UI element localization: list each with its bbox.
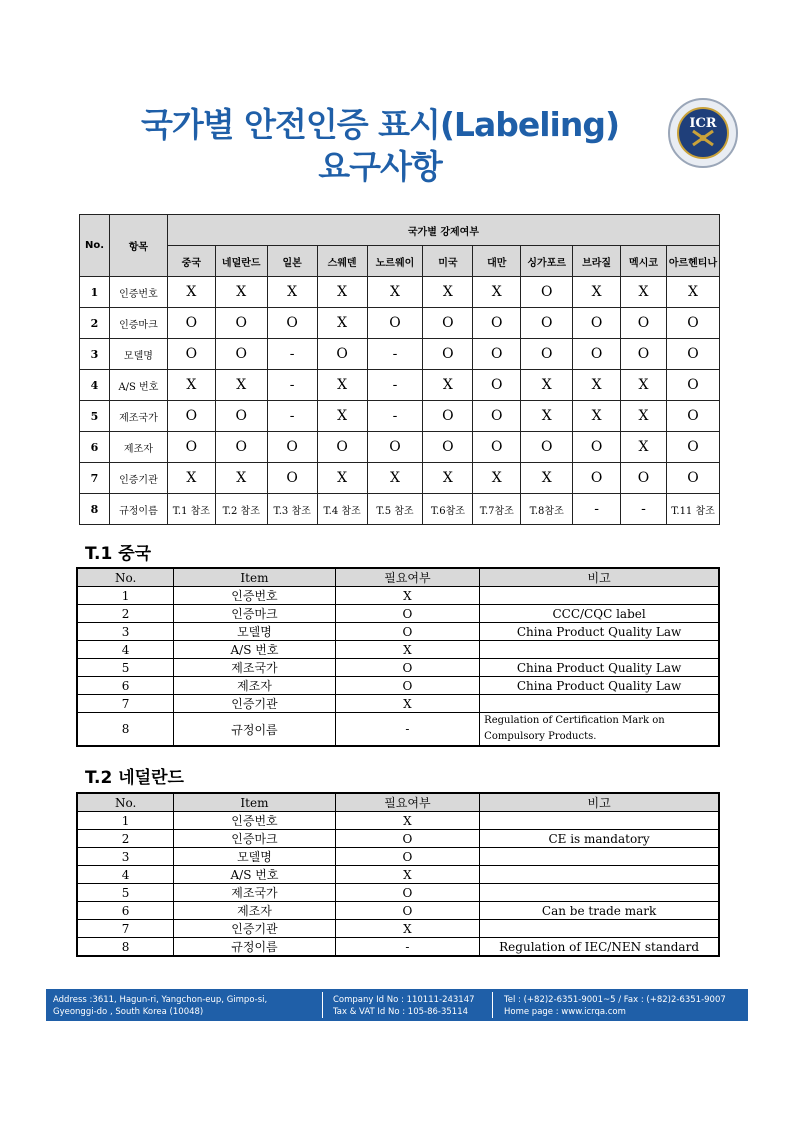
requirement-cell: O [666, 339, 719, 370]
requirement-cell: O [215, 308, 267, 339]
requirement-cell: T.4 참조 [317, 494, 367, 525]
table-row [77, 920, 719, 938]
requirement-cell: X [167, 463, 215, 494]
requirement-cell: X [423, 277, 473, 308]
row-note: China Product Quality Law [480, 623, 719, 641]
requirement-cell: O [573, 308, 621, 339]
row-number: 2 [80, 308, 110, 339]
row-item: 제조국가 [174, 659, 335, 677]
row-note [480, 884, 719, 902]
table-row [77, 884, 719, 902]
t2-heading: T.2 네덜란드 [85, 768, 184, 788]
requirement-cell: O [521, 339, 573, 370]
requirement-cell: - [367, 401, 423, 432]
row-number: 1 [77, 587, 174, 605]
requirement-cell: - [573, 494, 621, 525]
country-header: 싱가포르 [521, 246, 573, 277]
requirement-cell: O [167, 339, 215, 370]
table-header-row [80, 215, 720, 246]
column-header: 비고 [480, 793, 719, 812]
country-header: 네덜란드 [215, 246, 267, 277]
row-number: 3 [77, 848, 174, 866]
no-header: No. [80, 215, 110, 277]
table-row [80, 339, 720, 370]
column-header: 필요여부 [335, 793, 479, 812]
row-number: 5 [80, 401, 110, 432]
item-header: 항목 [109, 215, 167, 277]
requirement-cell: O [367, 432, 423, 463]
row-number: 7 [77, 920, 174, 938]
row-item: 인증번호 [174, 812, 335, 830]
row-item: 제조국가 [109, 401, 167, 432]
requirement-cell: O [666, 463, 719, 494]
table-row [80, 432, 720, 463]
table-row [77, 659, 719, 677]
country-header: 노르웨이 [367, 246, 423, 277]
row-number: 1 [77, 812, 174, 830]
requirement-cell: T.3 참조 [267, 494, 317, 525]
row-note [480, 866, 719, 884]
country-header: 브라질 [573, 246, 621, 277]
row-item: 인증마크 [174, 605, 335, 623]
table-row [80, 463, 720, 494]
requirement-cell: O [666, 308, 719, 339]
row-item: A/S 번호 [174, 641, 335, 659]
row-required: O [335, 677, 479, 695]
t1-table [76, 567, 720, 747]
row-item: 인증기관 [109, 463, 167, 494]
requirement-cell: X [167, 277, 215, 308]
row-item: 모델명 [109, 339, 167, 370]
row-number: 4 [80, 370, 110, 401]
row-note: China Product Quality Law [480, 659, 719, 677]
requirement-cell: O [573, 339, 621, 370]
column-header: Item [174, 793, 335, 812]
requirement-cell: X [621, 277, 667, 308]
requirement-cell: - [267, 339, 317, 370]
row-item: 인증마크 [174, 830, 335, 848]
requirement-cell: X [423, 370, 473, 401]
row-required: O [335, 902, 479, 920]
row-number: 8 [77, 938, 174, 957]
page-title [120, 104, 640, 188]
row-item: 인증번호 [174, 587, 335, 605]
row-required: X [335, 695, 479, 713]
footer-bar [46, 989, 748, 1021]
row-number: 1 [80, 277, 110, 308]
table-row [77, 587, 719, 605]
table-row [80, 494, 720, 525]
requirement-cell: X [521, 463, 573, 494]
row-number: 3 [80, 339, 110, 370]
requirement-cell: T.11 참조 [666, 494, 719, 525]
table-row [77, 866, 719, 884]
requirement-cell: - [367, 339, 423, 370]
requirement-cell: - [621, 494, 667, 525]
row-note: CE is mandatory [480, 830, 719, 848]
row-item: 규정이름 [174, 938, 335, 957]
row-required: - [335, 713, 479, 747]
requirement-cell: T.8참조 [521, 494, 573, 525]
table-row [80, 401, 720, 432]
requirement-cell: X [215, 463, 267, 494]
requirement-cell: O [473, 401, 521, 432]
footer-divider [492, 992, 493, 1018]
row-item: 모델명 [174, 623, 335, 641]
requirement-cell: O [367, 308, 423, 339]
requirement-cell: O [423, 432, 473, 463]
row-note: Regulation of IEC/NEN standard [480, 938, 719, 957]
requirement-cell: X [167, 370, 215, 401]
t2-table [76, 792, 720, 957]
row-required: X [335, 641, 479, 659]
country-header: 일본 [267, 246, 317, 277]
row-note [480, 587, 719, 605]
requirement-cell: O [317, 339, 367, 370]
requirement-cell: X [215, 277, 267, 308]
row-required: O [335, 659, 479, 677]
requirement-cell: X [367, 463, 423, 494]
requirement-cell: X [317, 308, 367, 339]
row-note [480, 641, 719, 659]
row-number: 7 [77, 695, 174, 713]
row-note: Can be trade mark [480, 902, 719, 920]
footer-company-line1: Company Id No : 110111-243147 [333, 995, 475, 1005]
requirement-cell: X [621, 370, 667, 401]
requirement-cell: O [167, 308, 215, 339]
row-required: O [335, 605, 479, 623]
row-number: 3 [77, 623, 174, 641]
requirement-cell: O [167, 432, 215, 463]
row-item: 인증번호 [109, 277, 167, 308]
table-header-row [77, 568, 719, 587]
row-item: 규정이름 [174, 713, 335, 747]
requirement-cell: X [317, 401, 367, 432]
column-header: No. [77, 793, 174, 812]
requirement-cell: X [423, 463, 473, 494]
requirement-cell: X [317, 370, 367, 401]
column-header: No. [77, 568, 174, 587]
requirement-cell: X [367, 277, 423, 308]
requirement-cell: O [666, 401, 719, 432]
requirement-cell: X [573, 401, 621, 432]
row-note: CCC/CQC label [480, 605, 719, 623]
row-note [480, 848, 719, 866]
requirement-cell: O [666, 370, 719, 401]
requirement-cell: X [215, 370, 267, 401]
row-number: 5 [77, 884, 174, 902]
country-header: 중국 [167, 246, 215, 277]
table-row [77, 902, 719, 920]
requirement-cell: X [267, 277, 317, 308]
requirement-cell: T.1 참조 [167, 494, 215, 525]
requirement-cell: X [621, 401, 667, 432]
row-item: 모델명 [174, 848, 335, 866]
row-number: 6 [77, 677, 174, 695]
page-title-line2: 요구사항 [318, 147, 442, 186]
requirement-cell: X [473, 277, 521, 308]
table-row [77, 677, 719, 695]
footer-company [333, 994, 475, 1018]
icr-logo [667, 97, 739, 169]
requirement-cell: O [473, 308, 521, 339]
row-number: 6 [77, 902, 174, 920]
requirement-cell: O [573, 432, 621, 463]
requirement-cell: O [317, 432, 367, 463]
row-number: 4 [77, 866, 174, 884]
row-note: China Product Quality Law [480, 677, 719, 695]
table-row [80, 308, 720, 339]
requirement-cell: X [621, 432, 667, 463]
table-row [77, 713, 719, 747]
requirement-cell: X [666, 277, 719, 308]
requirement-cell: X [573, 370, 621, 401]
country-header: 미국 [423, 246, 473, 277]
table-row [80, 370, 720, 401]
table-row [77, 695, 719, 713]
footer-address-line2: Gyeonggi-do , South Korea (10048) [53, 1007, 204, 1017]
column-header: 필요여부 [335, 568, 479, 587]
country-header: 대만 [473, 246, 521, 277]
row-number: 8 [77, 713, 174, 747]
table-row [77, 812, 719, 830]
requirement-cell: X [317, 463, 367, 494]
requirement-cell: O [215, 339, 267, 370]
requirement-cell: O [573, 463, 621, 494]
requirement-cell: O [423, 401, 473, 432]
requirement-cell: O [666, 432, 719, 463]
requirement-cell: O [267, 432, 317, 463]
requirement-cell: X [473, 463, 521, 494]
row-item: 인증기관 [174, 695, 335, 713]
requirement-cell: O [521, 308, 573, 339]
row-item: A/S 번호 [174, 866, 335, 884]
table-row [80, 277, 720, 308]
row-number: 8 [80, 494, 110, 525]
row-note [480, 920, 719, 938]
row-number: 7 [80, 463, 110, 494]
requirement-cell: - [267, 401, 317, 432]
footer-divider [322, 992, 323, 1018]
table-header-row [77, 793, 719, 812]
footer-address-line1: Address :3611, Hagun-ri, Yangchon-eup, Gimpo-si, [53, 995, 268, 1005]
requirement-cell: O [473, 370, 521, 401]
row-required: X [335, 812, 479, 830]
row-required: O [335, 884, 479, 902]
requirement-cell: - [267, 370, 317, 401]
row-required: X [335, 920, 479, 938]
requirement-cell: O [621, 463, 667, 494]
requirement-cell: O [215, 432, 267, 463]
row-required: O [335, 848, 479, 866]
row-note [480, 695, 719, 713]
table-row [77, 641, 719, 659]
requirement-cell: O [473, 432, 521, 463]
row-item: 제조자 [109, 432, 167, 463]
column-header: 비고 [480, 568, 719, 587]
requirement-cell: T.6참조 [423, 494, 473, 525]
table-row [77, 938, 719, 957]
requirement-cell: O [521, 277, 573, 308]
requirement-cell: X [521, 401, 573, 432]
requirement-cell: O [215, 401, 267, 432]
row-item: A/S 번호 [109, 370, 167, 401]
row-required: X [335, 587, 479, 605]
page-title-line1: 국가별 안전인증 표시(Labeling) [140, 105, 620, 144]
requirement-cell: O [621, 339, 667, 370]
table-row [77, 623, 719, 641]
footer-address [53, 994, 267, 1018]
requirement-cell: O [423, 339, 473, 370]
row-number: 2 [77, 830, 174, 848]
requirement-cell: X [573, 277, 621, 308]
row-required: X [335, 866, 479, 884]
requirement-cell: X [317, 277, 367, 308]
footer-contact [504, 994, 726, 1018]
table-row [77, 830, 719, 848]
footer-contact-line1: Tel : (+82)2-6351-9001~5 / Fax : (+82)2-6351-9007 [504, 995, 726, 1005]
row-item: 인증마크 [109, 308, 167, 339]
row-required: O [335, 623, 479, 641]
table-row [77, 848, 719, 866]
row-item: 제조자 [174, 902, 335, 920]
footer-company-line2: Tax & VAT Id No : 105-86-35114 [333, 1007, 469, 1017]
row-required: O [335, 830, 479, 848]
country-header-row [80, 246, 720, 277]
requirement-cell: T.5 참조 [367, 494, 423, 525]
row-number: 6 [80, 432, 110, 463]
requirement-cell: O [473, 339, 521, 370]
row-note: Regulation of Certification Mark on Compulsory Products. [480, 713, 719, 747]
country-header: 멕시코 [621, 246, 667, 277]
country-header: 스웨덴 [317, 246, 367, 277]
requirement-cell: O [521, 432, 573, 463]
requirement-cell: - [367, 370, 423, 401]
table-row [77, 605, 719, 623]
requirement-cell: X [521, 370, 573, 401]
requirement-cell: O [167, 401, 215, 432]
column-header: Item [174, 568, 335, 587]
country-header: 아르헨티나 [666, 246, 719, 277]
row-item: 규정이름 [109, 494, 167, 525]
row-number: 4 [77, 641, 174, 659]
requirement-cell: O [267, 308, 317, 339]
country-group-header: 국가별 강제여부 [167, 215, 719, 246]
requirement-cell: T.2 참조 [215, 494, 267, 525]
country-requirements-table [79, 214, 720, 525]
row-item: 인증기관 [174, 920, 335, 938]
requirement-cell: O [621, 308, 667, 339]
requirement-cell: O [423, 308, 473, 339]
footer-contact-line2: Home page : www.icrqa.com [504, 1007, 626, 1017]
requirement-cell: T.7참조 [473, 494, 521, 525]
logo-letters: ICR [689, 116, 717, 131]
row-note [480, 812, 719, 830]
requirement-cell: O [267, 463, 317, 494]
row-item: 제조자 [174, 677, 335, 695]
row-required: - [335, 938, 479, 957]
t1-heading: T.1 중국 [85, 544, 152, 564]
row-number: 2 [77, 605, 174, 623]
row-number: 5 [77, 659, 174, 677]
row-item: 제조국가 [174, 884, 335, 902]
